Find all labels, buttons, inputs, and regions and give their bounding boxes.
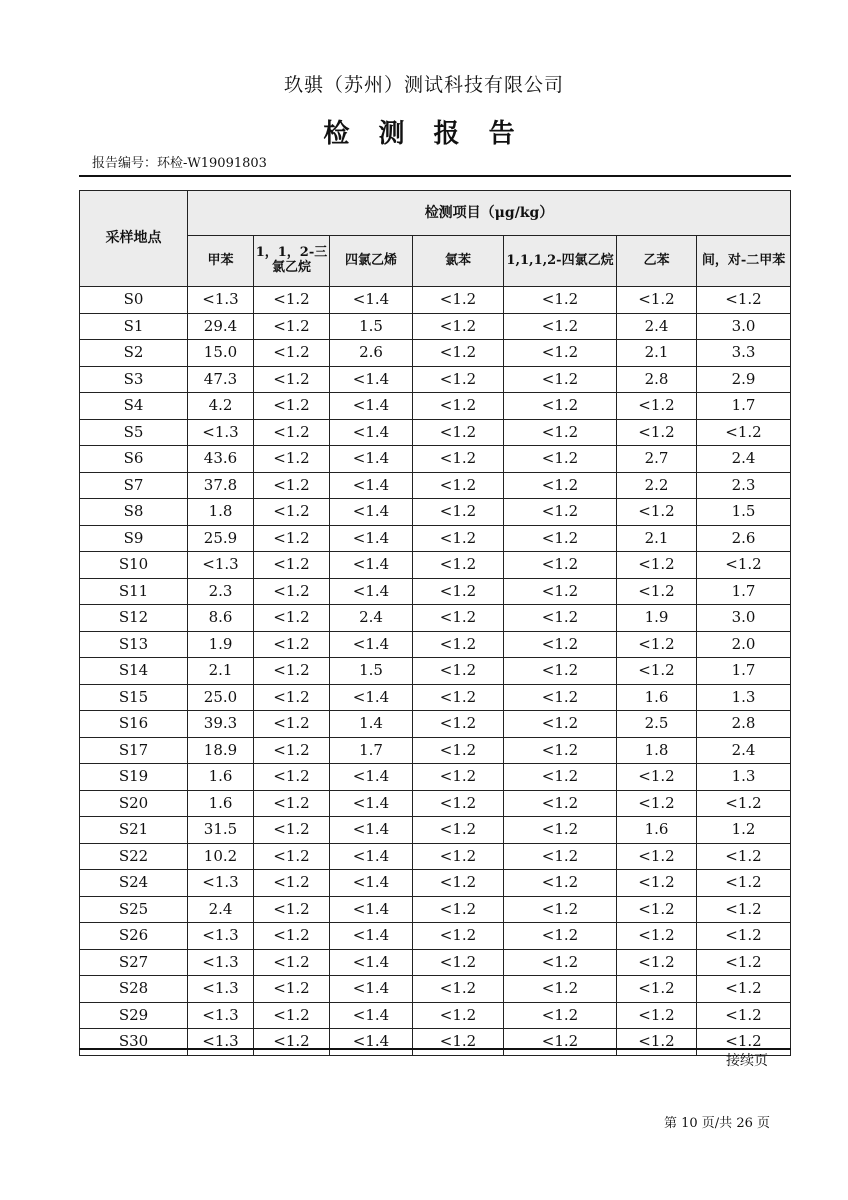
header-rule (79, 175, 791, 177)
value-cell: <1.4 (330, 446, 413, 473)
value-cell: <1.2 (413, 578, 504, 605)
value-cell: 1.9 (617, 605, 697, 632)
value-cell: <1.2 (617, 499, 697, 526)
table-row (80, 817, 791, 844)
value-cell: <1.2 (413, 340, 504, 367)
value-cell: <1.2 (254, 419, 330, 446)
value-cell: <1.4 (330, 817, 413, 844)
table-row (80, 843, 791, 870)
value-cell: <1.2 (697, 1002, 791, 1029)
table-row (80, 340, 791, 367)
site-cell: S5 (80, 419, 188, 446)
value-cell: <1.2 (504, 525, 617, 552)
value-cell: <1.3 (188, 870, 254, 897)
value-cell: <1.2 (413, 817, 504, 844)
value-cell: 1.4 (330, 711, 413, 738)
value-cell: 2.0 (697, 631, 791, 658)
table-row (80, 737, 791, 764)
table-row (80, 313, 791, 340)
value-cell: <1.2 (617, 976, 697, 1003)
value-cell: <1.2 (504, 870, 617, 897)
footer-rule (79, 1048, 791, 1050)
value-cell: 1.6 (617, 817, 697, 844)
value-cell: <1.4 (330, 499, 413, 526)
value-cell: <1.2 (504, 976, 617, 1003)
value-cell: 2.7 (617, 446, 697, 473)
table-row (80, 419, 791, 446)
value-cell: <1.2 (254, 446, 330, 473)
value-cell: 1.7 (697, 578, 791, 605)
value-cell: <1.3 (188, 552, 254, 579)
value-cell: <1.2 (254, 923, 330, 950)
value-cell: <1.2 (617, 870, 697, 897)
value-cell: <1.2 (504, 499, 617, 526)
value-cell: <1.2 (413, 976, 504, 1003)
value-cell: 1.5 (330, 313, 413, 340)
value-cell: <1.2 (254, 1029, 330, 1056)
value-cell: <1.4 (330, 578, 413, 605)
column-header: 乙苯 (617, 236, 697, 287)
value-cell: <1.2 (413, 684, 504, 711)
site-cell: S16 (80, 711, 188, 738)
value-cell: 47.3 (188, 366, 254, 393)
column-header: 氯苯 (413, 236, 504, 287)
value-cell: <1.2 (413, 949, 504, 976)
value-cell: <1.2 (617, 393, 697, 420)
value-cell: <1.2 (617, 1029, 697, 1056)
value-cell: <1.2 (504, 631, 617, 658)
sampling-site-header: 采样地点 (80, 191, 188, 287)
value-cell: <1.2 (254, 525, 330, 552)
value-cell: 25.9 (188, 525, 254, 552)
value-cell: <1.2 (413, 896, 504, 923)
value-cell: <1.4 (330, 896, 413, 923)
value-cell: <1.2 (254, 711, 330, 738)
value-cell: <1.2 (254, 949, 330, 976)
value-cell: 31.5 (188, 817, 254, 844)
value-cell: 2.8 (697, 711, 791, 738)
table-row (80, 896, 791, 923)
value-cell: 2.8 (617, 366, 697, 393)
continued-label: 接续页 (726, 1053, 768, 1069)
value-cell: 1.8 (617, 737, 697, 764)
value-cell: <1.2 (504, 790, 617, 817)
value-cell: <1.2 (617, 923, 697, 950)
value-cell: 29.4 (188, 313, 254, 340)
value-cell: 1.9 (188, 631, 254, 658)
value-cell: <1.2 (254, 340, 330, 367)
value-cell: <1.2 (413, 446, 504, 473)
value-cell: <1.2 (413, 366, 504, 393)
table-row (80, 1029, 791, 1056)
value-cell: <1.2 (697, 923, 791, 950)
value-cell: <1.2 (617, 843, 697, 870)
value-cell: <1.2 (504, 764, 617, 791)
value-cell: <1.4 (330, 419, 413, 446)
value-cell: <1.2 (617, 1002, 697, 1029)
value-cell: 8.6 (188, 605, 254, 632)
table-row (80, 631, 791, 658)
value-cell: <1.2 (413, 472, 504, 499)
table-row (80, 525, 791, 552)
value-cell: 2.1 (617, 340, 697, 367)
value-cell: <1.2 (504, 737, 617, 764)
value-cell: <1.2 (697, 552, 791, 579)
table-row (80, 578, 791, 605)
value-cell: <1.2 (254, 313, 330, 340)
value-cell: <1.2 (617, 949, 697, 976)
site-cell: S12 (80, 605, 188, 632)
site-cell: S8 (80, 499, 188, 526)
value-cell: <1.2 (254, 896, 330, 923)
value-cell: <1.2 (697, 287, 791, 314)
table-row (80, 870, 791, 897)
value-cell: 39.3 (188, 711, 254, 738)
value-cell: <1.2 (413, 552, 504, 579)
value-cell: 2.6 (697, 525, 791, 552)
value-cell: <1.4 (330, 870, 413, 897)
value-cell: <1.2 (697, 870, 791, 897)
value-cell: <1.3 (188, 419, 254, 446)
table-row (80, 499, 791, 526)
value-cell: <1.4 (330, 366, 413, 393)
value-cell: <1.2 (504, 658, 617, 685)
value-cell: <1.4 (330, 552, 413, 579)
table-row (80, 1002, 791, 1029)
table-row (80, 790, 791, 817)
value-cell: <1.2 (504, 340, 617, 367)
value-cell: 1.7 (330, 737, 413, 764)
value-cell: <1.2 (504, 313, 617, 340)
table-row (80, 764, 791, 791)
value-cell: <1.2 (697, 843, 791, 870)
value-cell: <1.2 (504, 366, 617, 393)
value-cell: <1.2 (254, 737, 330, 764)
value-cell: <1.2 (254, 472, 330, 499)
value-cell: <1.2 (617, 578, 697, 605)
value-cell: <1.2 (254, 684, 330, 711)
value-cell: <1.2 (254, 552, 330, 579)
site-cell: S20 (80, 790, 188, 817)
value-cell: <1.4 (330, 472, 413, 499)
value-cell: 1.3 (697, 764, 791, 791)
value-cell: <1.3 (188, 1029, 254, 1056)
value-cell: <1.2 (254, 976, 330, 1003)
value-cell: <1.2 (413, 1029, 504, 1056)
site-cell: S10 (80, 552, 188, 579)
value-cell: <1.2 (697, 976, 791, 1003)
value-cell: 1.6 (188, 790, 254, 817)
site-cell: S6 (80, 446, 188, 473)
value-cell: <1.2 (254, 631, 330, 658)
value-cell: 2.3 (697, 472, 791, 499)
value-cell: 1.2 (697, 817, 791, 844)
column-header: 1，1，2-三氯乙烷 (254, 236, 330, 287)
company-name: 玖骐（苏州）测试科技有限公司 (283, 74, 564, 96)
site-cell: S17 (80, 737, 188, 764)
value-cell: <1.2 (413, 923, 504, 950)
value-cell: 18.9 (188, 737, 254, 764)
value-cell: 2.9 (697, 366, 791, 393)
value-cell: 3.0 (697, 605, 791, 632)
site-cell: S28 (80, 976, 188, 1003)
value-cell: <1.2 (504, 552, 617, 579)
value-cell: <1.2 (504, 419, 617, 446)
value-cell: 3.3 (697, 340, 791, 367)
value-cell: <1.2 (617, 764, 697, 791)
value-cell: 37.8 (188, 472, 254, 499)
value-cell: <1.2 (413, 631, 504, 658)
site-cell: S4 (80, 393, 188, 420)
table-row (80, 684, 791, 711)
value-cell: <1.2 (254, 287, 330, 314)
value-cell: <1.2 (504, 287, 617, 314)
value-cell: <1.2 (504, 817, 617, 844)
value-cell: <1.2 (413, 870, 504, 897)
table-row (80, 446, 791, 473)
value-cell: <1.2 (254, 605, 330, 632)
value-cell: <1.2 (254, 764, 330, 791)
value-cell: <1.2 (413, 790, 504, 817)
value-cell: <1.2 (413, 711, 504, 738)
value-cell: <1.2 (504, 472, 617, 499)
value-cell: 1.3 (697, 684, 791, 711)
site-cell: S19 (80, 764, 188, 791)
value-cell: <1.2 (504, 1029, 617, 1056)
value-cell: 4.2 (188, 393, 254, 420)
value-cell: <1.4 (330, 684, 413, 711)
value-cell: <1.2 (504, 949, 617, 976)
value-cell: <1.4 (330, 1029, 413, 1056)
table-row (80, 923, 791, 950)
value-cell: <1.4 (330, 1002, 413, 1029)
site-cell: S11 (80, 578, 188, 605)
value-cell: <1.3 (188, 923, 254, 950)
value-cell: <1.2 (413, 737, 504, 764)
value-cell: 1.7 (697, 393, 791, 420)
results-table (79, 190, 791, 1056)
value-cell: <1.2 (504, 1002, 617, 1029)
value-cell: 15.0 (188, 340, 254, 367)
value-cell: 2.4 (330, 605, 413, 632)
value-cell: <1.2 (413, 658, 504, 685)
value-cell: <1.2 (617, 790, 697, 817)
value-cell: <1.4 (330, 790, 413, 817)
table-row (80, 605, 791, 632)
table-row (80, 949, 791, 976)
value-cell: <1.4 (330, 631, 413, 658)
value-cell: <1.3 (188, 1002, 254, 1029)
table-row (80, 658, 791, 685)
site-cell: S3 (80, 366, 188, 393)
site-cell: S9 (80, 525, 188, 552)
site-cell: S27 (80, 949, 188, 976)
table-row (80, 711, 791, 738)
value-cell: <1.4 (330, 843, 413, 870)
site-cell: S0 (80, 287, 188, 314)
site-cell: S2 (80, 340, 188, 367)
value-cell: <1.2 (504, 578, 617, 605)
value-cell: <1.2 (254, 817, 330, 844)
value-cell: <1.2 (413, 499, 504, 526)
table-row (80, 472, 791, 499)
value-cell: <1.2 (504, 684, 617, 711)
value-cell: 1.5 (330, 658, 413, 685)
value-cell: <1.4 (330, 976, 413, 1003)
site-cell: S7 (80, 472, 188, 499)
site-cell: S1 (80, 313, 188, 340)
value-cell: <1.2 (413, 393, 504, 420)
value-cell: <1.2 (697, 1029, 791, 1056)
table-body (80, 287, 791, 1056)
report-number: 报告编号：环检-W19091803 (92, 156, 267, 171)
value-cell: 2.1 (617, 525, 697, 552)
value-cell: 1.5 (697, 499, 791, 526)
value-cell: 1.6 (617, 684, 697, 711)
value-cell: <1.2 (254, 499, 330, 526)
value-cell: <1.2 (697, 896, 791, 923)
value-cell: <1.2 (697, 419, 791, 446)
value-cell: <1.2 (254, 1002, 330, 1029)
value-cell: 2.5 (617, 711, 697, 738)
value-cell: <1.2 (413, 419, 504, 446)
value-cell: <1.3 (188, 287, 254, 314)
value-cell: 1.7 (697, 658, 791, 685)
site-cell: S30 (80, 1029, 188, 1056)
value-cell: 2.4 (697, 446, 791, 473)
site-cell: S24 (80, 870, 188, 897)
test-items-header: 检测项目（μg/kg） (188, 191, 791, 236)
site-cell: S14 (80, 658, 188, 685)
value-cell: <1.2 (617, 419, 697, 446)
value-cell: <1.2 (413, 313, 504, 340)
value-cell: <1.2 (254, 658, 330, 685)
value-cell: <1.4 (330, 393, 413, 420)
column-header: 间，对-二甲苯 (697, 236, 791, 287)
value-cell: <1.2 (504, 711, 617, 738)
table-row (80, 976, 791, 1003)
value-cell: <1.2 (617, 552, 697, 579)
value-cell: 25.0 (188, 684, 254, 711)
value-cell: <1.2 (504, 896, 617, 923)
value-cell: 1.6 (188, 764, 254, 791)
value-cell: <1.2 (504, 843, 617, 870)
value-cell: 10.2 (188, 843, 254, 870)
value-cell: <1.2 (254, 843, 330, 870)
site-cell: S25 (80, 896, 188, 923)
value-cell: 1.8 (188, 499, 254, 526)
value-cell: <1.4 (330, 764, 413, 791)
value-cell: <1.2 (504, 393, 617, 420)
value-cell: 2.4 (617, 313, 697, 340)
value-cell: <1.2 (254, 870, 330, 897)
value-cell: <1.2 (254, 393, 330, 420)
column-header: 甲苯 (188, 236, 254, 287)
value-cell: <1.2 (617, 287, 697, 314)
site-cell: S21 (80, 817, 188, 844)
value-cell: 2.3 (188, 578, 254, 605)
value-cell: <1.4 (330, 287, 413, 314)
value-cell: <1.2 (254, 366, 330, 393)
table-row (80, 366, 791, 393)
report-title: 检 测 报 告 (323, 119, 525, 149)
value-cell: 2.4 (188, 896, 254, 923)
value-cell: <1.2 (254, 790, 330, 817)
table-row (80, 552, 791, 579)
table-row (80, 287, 791, 314)
site-cell: S26 (80, 923, 188, 950)
value-cell: <1.2 (504, 446, 617, 473)
value-cell: <1.2 (617, 631, 697, 658)
site-cell: S29 (80, 1002, 188, 1029)
value-cell: <1.2 (413, 525, 504, 552)
value-cell: <1.2 (617, 658, 697, 685)
page-number: 第 10 页/共 26 页 (664, 1116, 770, 1131)
site-cell: S15 (80, 684, 188, 711)
table-row (80, 393, 791, 420)
site-cell: S22 (80, 843, 188, 870)
value-cell: <1.3 (188, 976, 254, 1003)
column-header: 四氯乙烯 (330, 236, 413, 287)
value-cell: 43.6 (188, 446, 254, 473)
value-cell: <1.4 (330, 525, 413, 552)
value-cell: <1.2 (413, 287, 504, 314)
value-cell: 2.1 (188, 658, 254, 685)
value-cell: 2.2 (617, 472, 697, 499)
value-cell: 3.0 (697, 313, 791, 340)
value-cell: <1.2 (413, 843, 504, 870)
value-cell: <1.2 (504, 605, 617, 632)
value-cell: <1.2 (413, 1002, 504, 1029)
value-cell: <1.4 (330, 923, 413, 950)
value-cell: 2.4 (697, 737, 791, 764)
value-cell: <1.4 (330, 949, 413, 976)
value-cell: <1.2 (697, 790, 791, 817)
value-cell: <1.2 (617, 896, 697, 923)
value-cell: <1.3 (188, 949, 254, 976)
site-cell: S13 (80, 631, 188, 658)
value-cell: <1.2 (697, 949, 791, 976)
value-cell: <1.2 (254, 578, 330, 605)
value-cell: 2.6 (330, 340, 413, 367)
value-cell: <1.2 (413, 605, 504, 632)
value-cell: <1.2 (413, 764, 504, 791)
value-cell: <1.2 (504, 923, 617, 950)
column-header: 1,1,1,2-四氯乙烷 (504, 236, 617, 287)
